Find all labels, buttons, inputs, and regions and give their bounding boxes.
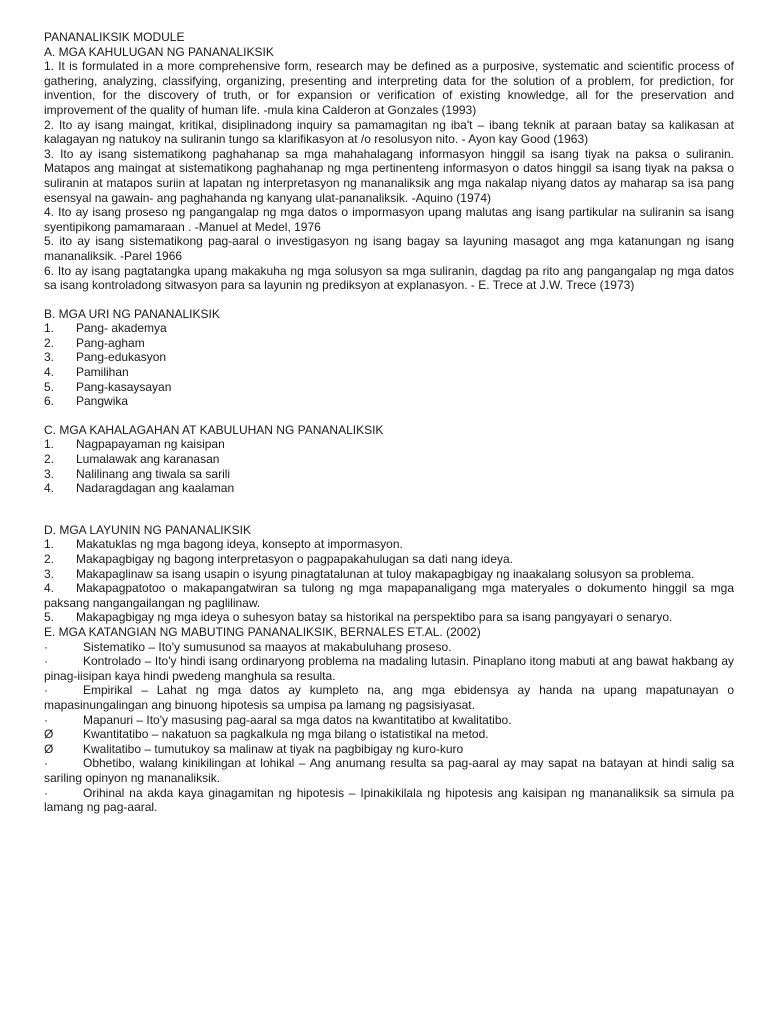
list-text: Nagpapayaman ng kaisipan (76, 437, 225, 452)
definition-item: 3. Ito ay isang sistematikong paghahanap sa mga mahahalagang informasyon hinggil sa isang tiyak na paksa o suliranin. Matapos ang maingat at sistematikong paghahanap ng mga pertinenteng informasyon o datos hinggil sa isang tiyak na paksa o suliranin at matapos suriin at lapatan ng interpretasyon ng mananaliksik ang mga nakalap niyang datos ay maharap sa isa pang esensyal na gawain- ang paghahanda ng kanyang ulat-pananaliksik. -Aquino (1974) (44, 146, 734, 205)
bullet-marker: Ø (44, 741, 54, 756)
list-item (44, 481, 734, 496)
bullet-item (44, 640, 734, 655)
list-text: Nalilinang ang tiwala sa sarili (76, 466, 231, 481)
bullet-marker: · (44, 756, 48, 771)
list-number: 3. (44, 566, 55, 581)
list-item (44, 336, 734, 351)
bullet-item (44, 654, 734, 683)
bullet-text: Kontrolado – Ito'y hindi isang ordinaryong problema na madaling lutasin. Pinaplano itong mabuti at ang bawat hakbang ay pinag-iisipan kaya hindi pwedeng manghula sa resulta. (44, 654, 734, 683)
list-text: Makapagbigay ng bagong interpretasyon o pagpapakahulugan sa dati nang ideya. (76, 552, 514, 566)
list-text: Makatuklas ng mga bagong ideya, konsepto at impormasyon. (76, 537, 403, 552)
definition-item: 4. Ito ay isang proseso ng pangangalap ng mga datos o impormasyon upang malutas ang isang partikular na suliranin sa isang syentipikong pamamaraan . -Manuel at Medel, 1976 (44, 205, 734, 234)
list-text: Pang-agham (76, 335, 145, 350)
list-number: 1. (44, 437, 55, 452)
list-item (44, 437, 734, 452)
section-d-heading: D. MGA LAYUNIN NG PANANALIKSIK (44, 522, 251, 537)
definition-item: 5. ito ay isang sistematikong pag-aaral o investigasyon ng isang bagay sa layuning masagot ang mga katanungan ng isang mananaliksik. -Parel 1966 (44, 234, 734, 263)
bullet-text: Mapanuri – Ito'y masusing pag-aaral sa mga datos na kwantitatibo at kwalitatibo. (83, 712, 512, 727)
list-number: 4. (44, 481, 55, 496)
bullet-item (44, 786, 734, 815)
bullet-text: Empirikal – Lahat ng mga datos ay kumpleto na, ang mga ebidensya ay handa na upang mapatunayan o mapasinungalingan ang binuong hipotesis sa umpisa pa lamang ng pagsisiyasat. (44, 683, 734, 712)
module-title: PANANALIKSIK MODULE (44, 30, 185, 44)
definition-item: 2. Ito ay isang maingat, kritikal, disiplinadong inquiry sa pamamagitan ng iba't – ibang teknik at paraan batay sa kalikasan at kalagayan ng natukoy na suliranin tungo sa klarifikasyon at /o resolusyon nito. - Ayon kay Good (1963) (44, 117, 734, 147)
list-text: Pang-edukasyon (76, 350, 167, 365)
bullet-item (44, 727, 734, 742)
list-item (44, 350, 734, 365)
bullet-text: Orihinal na akda kaya ginagamitan ng hipotesis – Ipinakikilala ng hipotesis ang kaisipan ng mananaliksik sa simula pa lamang ng pag-aaral. (44, 785, 734, 815)
bullet-marker: · (44, 639, 48, 654)
list-item (44, 567, 734, 582)
definition-item: 6. Ito ay isang pagtatangka upang makakuha ng mga solusyon sa mga suliranin, dagdag pa rito ang pangangalap ng mga datos sa isang kontroladong sitwasyon para sa layunin ng prediksyon at explanasyon. - E. Trece at J.W. Trece (1973) (44, 263, 734, 293)
list-item (44, 365, 734, 380)
list-number: 5. (44, 610, 55, 625)
section-c-heading: C. MGA KAHALAGAHAN AT KABULUHAN NG PANANALIKSIK (44, 422, 384, 437)
bullet-marker: · (44, 654, 48, 669)
bullet-marker: Ø (44, 727, 54, 742)
document-body (44, 30, 734, 815)
list-item (44, 380, 734, 395)
list-text: Pamilihan (76, 365, 129, 380)
list-number: 4. (44, 581, 55, 596)
bullet-text: Sistematiko – Ito'y sumusunod sa maayos at makabuluhang proseso. (83, 639, 452, 654)
list-number: 3. (44, 350, 55, 365)
list-text: Lumalawak ang karanasan (76, 452, 220, 467)
list-number: 5. (44, 379, 55, 394)
list-item (44, 581, 734, 610)
bullet-text: Obhetibo, walang kinikilingan at lohikal – Ang anumang resulta sa pag-aaral ay may sapat na batayan at hindi salig sa sariling opinyon ng mananaliksik. (44, 756, 734, 785)
list-number: 1. (44, 537, 55, 552)
list-number: 6. (44, 394, 55, 409)
list-item (44, 321, 734, 336)
list-text: Makapagpatotoo o makapangatwiran sa tulong ng mga mapapanaligang mga materyales o dokumento hinggil sa mga paksang nangangailangan ng paglilinaw. (44, 581, 734, 610)
list-text: Pang-kasaysayan (76, 379, 172, 394)
list-item (44, 552, 734, 567)
bullet-item (44, 683, 734, 712)
list-text: Makapagbigay ng mga ideya o suhesyon batay sa historikal na perspektibo para sa isang pangyayari o senaryo. (76, 610, 673, 625)
section-a-heading: A. MGA KAHULUGAN NG PANANALIKSIK (44, 44, 274, 59)
bullet-marker: · (44, 785, 48, 800)
bullet-text: Kwalitatibo – tumutukoy sa malinaw at tiyak na pagbibigay ng kuro-kuro (83, 741, 464, 756)
list-text: Nadaragdagan ang kaalaman (76, 481, 235, 496)
list-number: 2. (44, 452, 55, 467)
list-item (44, 537, 734, 552)
section-e-heading: E. MGA KATANGIAN NG MABUTING PANANALIKSIK, BERNALES ET.AL. (2002) (44, 624, 481, 639)
list-item (44, 467, 734, 482)
list-number: 3. (44, 466, 55, 481)
definition-item: 1. It is formulated in a more comprehensive form, research may be defined as a purposive, systematic and scientific process of gathering, analyzing, classifying, organizing, presenting and interpreting data for the solution of a problem, for prediction, for invention, for the discovery of truth, or for expansion or verification of existing knowledge, all for the preservation and improvement of the quality of human life. -mula kina Calderon at Gonzales (1993) (44, 59, 734, 117)
list-text: Pangwika (76, 394, 129, 409)
list-item (44, 394, 734, 409)
bullet-item (44, 742, 734, 757)
list-item (44, 452, 734, 467)
list-number: 2. (44, 552, 55, 566)
section-b-heading: B. MGA URI NG PANANALIKSIK (44, 306, 220, 321)
list-number: 1. (44, 321, 55, 336)
bullet-item (44, 756, 734, 785)
list-number: 2. (44, 335, 55, 350)
list-item (44, 610, 734, 625)
bullet-item (44, 713, 734, 728)
list-text: Makapaglinaw sa isang usapin o isyung pinagtatalunan at tuloy makapagbigay ng inaakalang solusyon sa problema. (76, 566, 695, 581)
list-number: 4. (44, 365, 55, 380)
list-text: Pang- akademya (76, 321, 167, 336)
bullet-text: Kwantitatibo – nakatuon sa pagkalkula ng mga bilang o istatistikal na metod. (83, 727, 489, 742)
bullet-marker: · (44, 712, 48, 727)
bullet-marker: · (44, 683, 48, 698)
